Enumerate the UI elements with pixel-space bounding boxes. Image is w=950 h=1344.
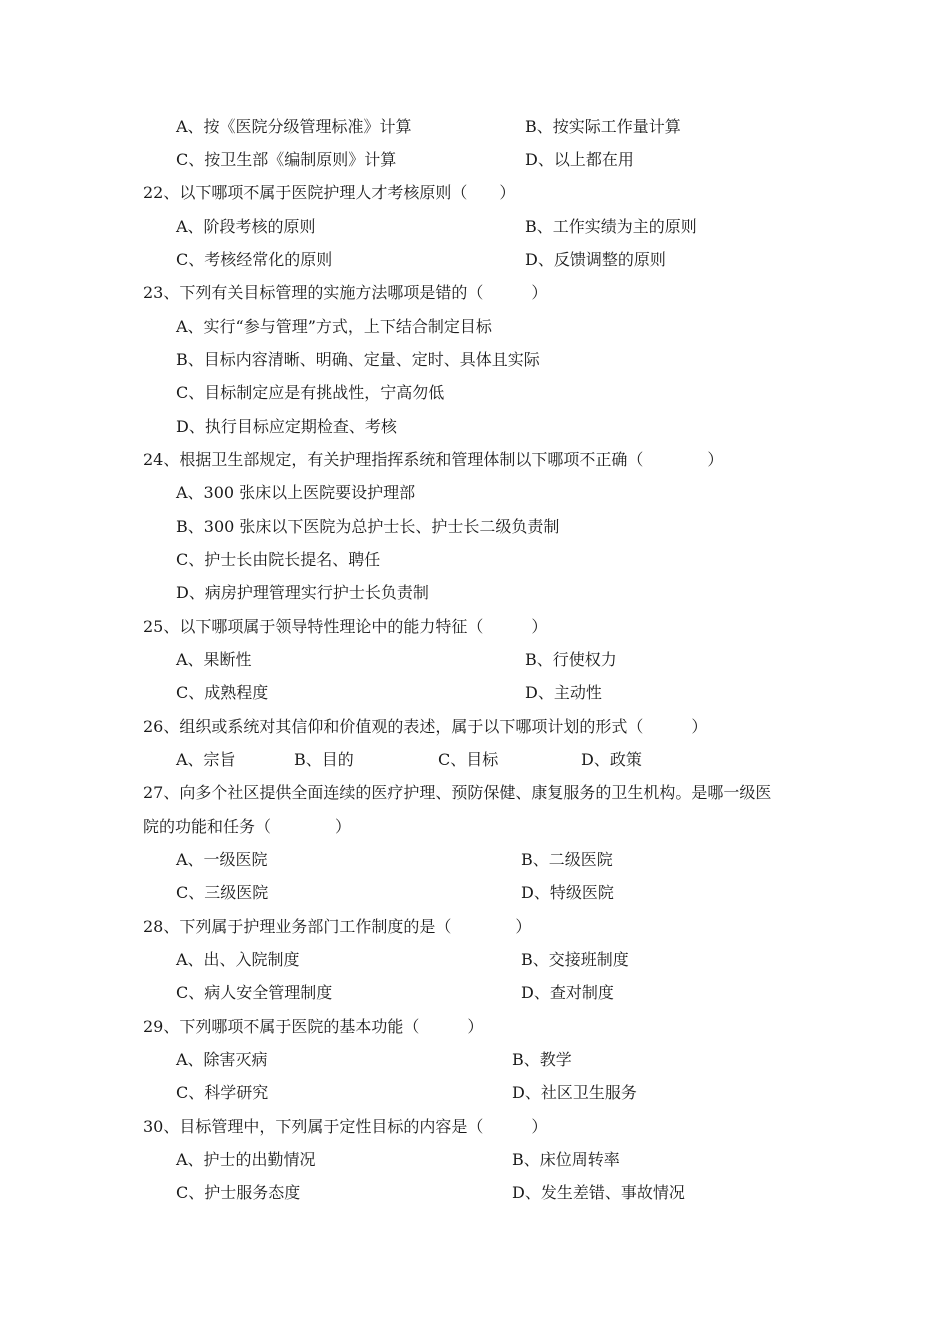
q25-stem: 25、以下哪项属于领导特性理论中的能力特征（ ） bbox=[143, 617, 548, 636]
q25-option-d: D、主动性 bbox=[525, 683, 602, 702]
q24-stem: 24、根据卫生部规定，有关护理指挥系统和管理体制以下哪项不正确（ ） bbox=[143, 450, 724, 469]
q23-option-b: B、目标内容清晰、明确、定量、定时、具体且实际 bbox=[176, 350, 540, 369]
q26-option-d: D、政策 bbox=[581, 750, 642, 769]
q23-stem: 23、下列有关目标管理的实施方法哪项是错的（ ） bbox=[143, 283, 548, 302]
q28-option-c: C、病人安全管理制度 bbox=[176, 983, 333, 1002]
q27-stem-line2: 院的功能和任务（ ） bbox=[143, 817, 352, 836]
q26-option-a: A、宗旨 bbox=[176, 750, 236, 769]
q21-option-a: A、按《医院分级管理标准》计算 bbox=[176, 117, 412, 136]
q24-option-d: D、病房护理管理实行护士长负责制 bbox=[176, 583, 429, 602]
q29-option-c: C、科学研究 bbox=[176, 1083, 269, 1102]
q27-option-c: C、三级医院 bbox=[176, 883, 269, 902]
q23-option-c: C、目标制定应是有挑战性，宁高勿低 bbox=[176, 383, 445, 402]
q21-option-c: C、按卫生部《编制原则》计算 bbox=[176, 150, 397, 169]
q27-option-a: A、一级医院 bbox=[176, 850, 268, 869]
q27-stem-line1: 27、向多个社区提供全面连续的医疗护理、预防保健、康复服务的卫生机构。是哪一级医 bbox=[143, 783, 772, 802]
q25-option-a: A、果断性 bbox=[176, 650, 252, 669]
q22-stem: 22、以下哪项不属于医院护理人才考核原则（ ） bbox=[143, 183, 516, 202]
q29-option-b: B、教学 bbox=[512, 1050, 572, 1069]
q27-option-b: B、二级医院 bbox=[521, 850, 613, 869]
q28-option-d: D、查对制度 bbox=[521, 983, 614, 1002]
q25-option-c: C、成熟程度 bbox=[176, 683, 269, 702]
q22-option-c: C、考核经常化的原则 bbox=[176, 250, 333, 269]
q23-option-a: A、实行“参与管理”方式，上下结合制定目标 bbox=[176, 317, 492, 336]
q29-option-a: A、除害灭病 bbox=[176, 1050, 268, 1069]
q29-stem: 29、下列哪项不属于医院的基本功能（ ） bbox=[143, 1017, 484, 1036]
q26-option-c: C、目标 bbox=[438, 750, 499, 769]
q30-option-c: C、护士服务态度 bbox=[176, 1183, 301, 1202]
q28-option-b: B、交接班制度 bbox=[521, 950, 629, 969]
q30-option-d: D、发生差错、事故情况 bbox=[512, 1183, 685, 1202]
q24-option-b: B、300 张床以下医院为总护士长、护士长二级负责制 bbox=[176, 517, 560, 536]
q30-option-b: B、床位周转率 bbox=[512, 1150, 620, 1169]
q30-option-a: A、护士的出勤情况 bbox=[176, 1150, 316, 1169]
q25-option-b: B、行使权力 bbox=[525, 650, 617, 669]
q21-option-b: B、按实际工作量计算 bbox=[525, 117, 681, 136]
q22-option-b: B、工作实绩为主的原则 bbox=[525, 217, 697, 236]
q22-option-a: A、阶段考核的原则 bbox=[176, 217, 316, 236]
q30-stem: 30、目标管理中，下列属于定性目标的内容是（ ） bbox=[143, 1117, 548, 1136]
q26-stem: 26、组织或系统对其信仰和价值观的表述，属于以下哪项计划的形式（ ） bbox=[143, 717, 708, 736]
q26-option-b: B、目的 bbox=[294, 750, 354, 769]
q24-option-a: A、300 张床以上医院要设护理部 bbox=[176, 483, 416, 502]
q24-option-c: C、护士长由院长提名、聘任 bbox=[176, 550, 381, 569]
q28-option-a: A、出、入院制度 bbox=[176, 950, 300, 969]
q29-option-d: D、社区卫生服务 bbox=[512, 1083, 637, 1102]
q23-option-d: D、执行目标应定期检查、考核 bbox=[176, 417, 397, 436]
q28-stem: 28、下列属于护理业务部门工作制度的是（ ） bbox=[143, 917, 532, 936]
q22-option-d: D、反馈调整的原则 bbox=[525, 250, 666, 269]
q27-option-d: D、特级医院 bbox=[521, 883, 614, 902]
q21-option-d: D、以上都在用 bbox=[525, 150, 634, 169]
